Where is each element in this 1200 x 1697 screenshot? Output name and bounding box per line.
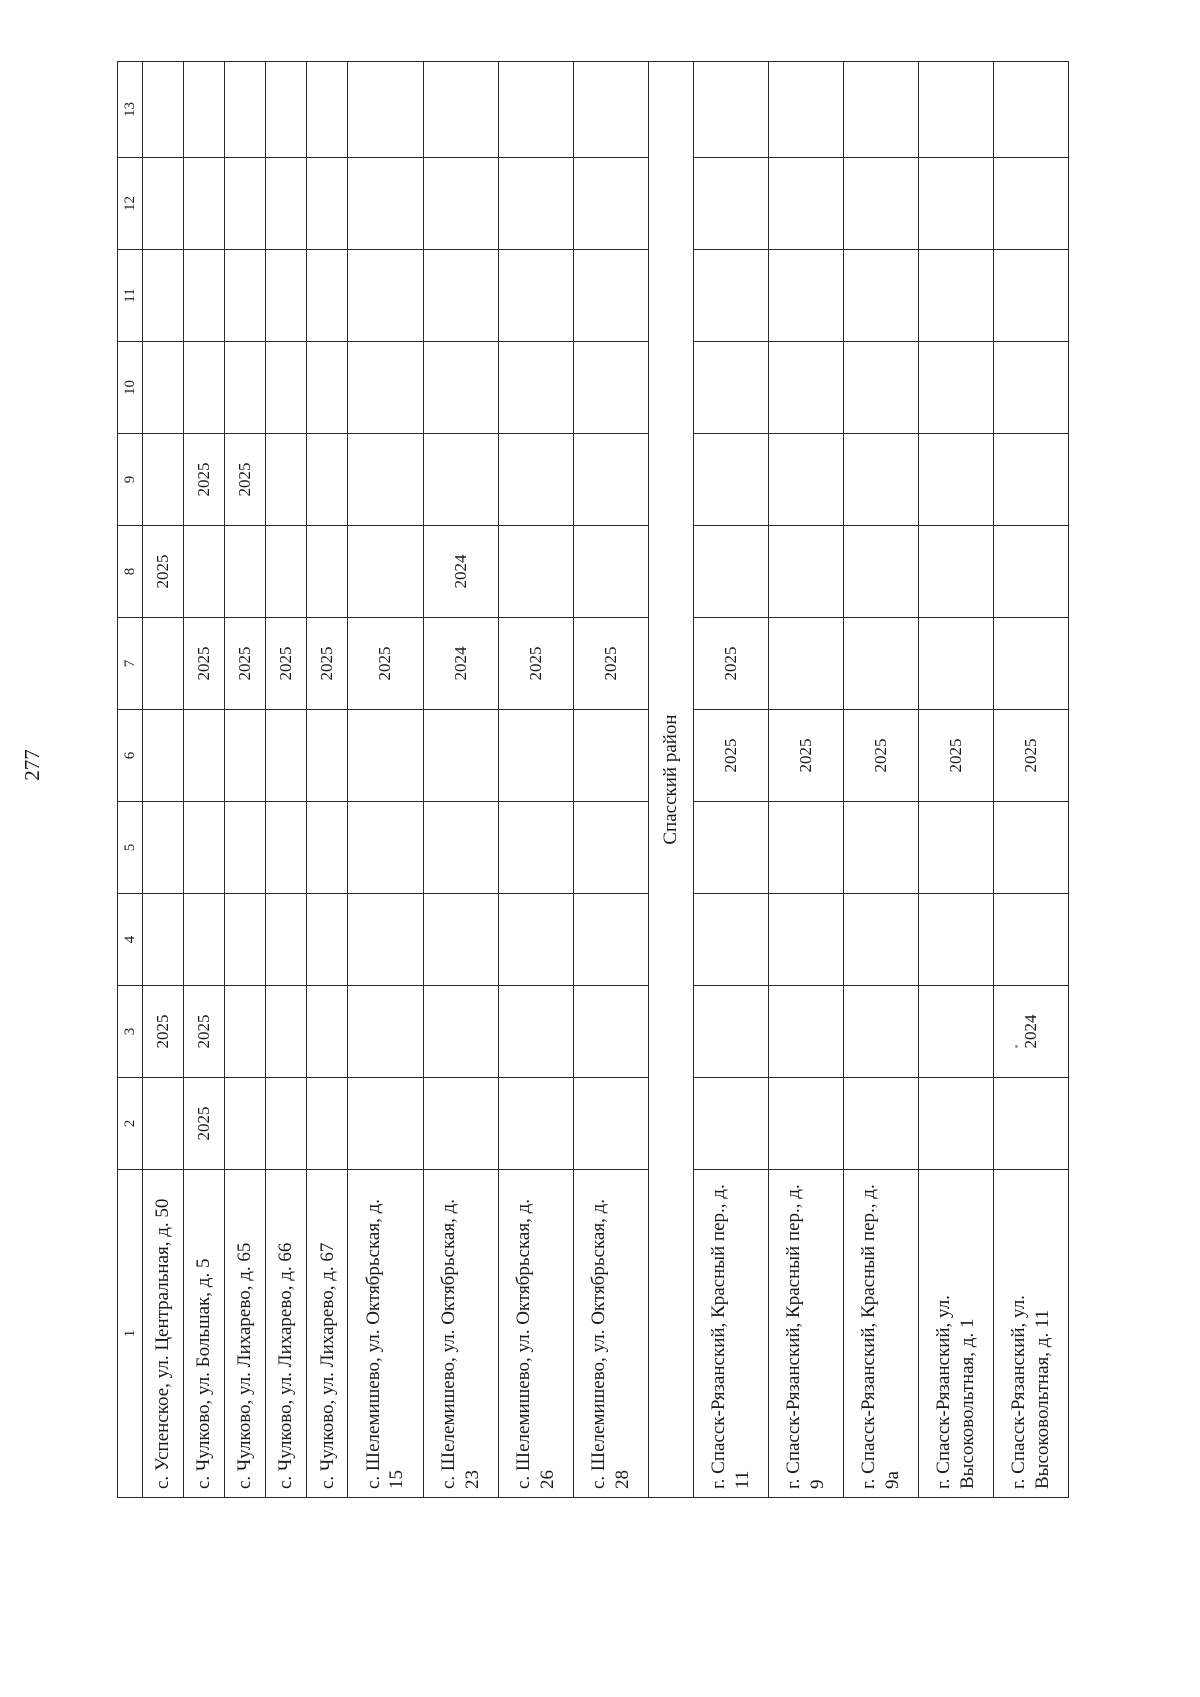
column-header-5: 5	[118, 802, 143, 894]
year-cell-col-7: 2025	[498, 618, 573, 710]
year-cell-col-9	[693, 434, 768, 526]
column-header-12: 12	[118, 158, 143, 250]
district-row	[648, 62, 693, 1498]
year-cell-col-5	[184, 802, 225, 894]
year-cell-col-5	[423, 802, 498, 894]
year-cell-col-13	[143, 62, 184, 158]
year-cell-col-3: 2024	[993, 986, 1068, 1078]
year-cell-col-8	[184, 526, 225, 618]
year-cell-col-11	[143, 250, 184, 342]
column-header-2: 2	[118, 1078, 143, 1170]
year-cell-col-10	[768, 342, 843, 434]
year-cell-col-5	[918, 802, 993, 894]
year-cell-col-4	[143, 894, 184, 986]
year-cell-col-5	[143, 802, 184, 894]
year-cell-col-12	[266, 158, 307, 250]
year-cell-col-7	[993, 618, 1068, 710]
year-cell-col-11	[843, 250, 918, 342]
year-cell-col-10	[184, 342, 225, 434]
year-cell-col-12	[143, 158, 184, 250]
year-cell-col-3	[498, 986, 573, 1078]
year-cell-col-4	[768, 894, 843, 986]
year-cell-col-7: 2025	[693, 618, 768, 710]
column-header-10: 10	[118, 342, 143, 434]
table-row	[993, 62, 1068, 1498]
year-cell-col-8	[918, 526, 993, 618]
rotated-table-area	[117, 62, 1069, 1498]
year-cell-col-3	[423, 986, 498, 1078]
year-cell-col-4	[266, 894, 307, 986]
year-cell-col-10	[498, 342, 573, 434]
year-cell-col-9: 2025	[225, 434, 266, 526]
year-cell-col-3	[843, 986, 918, 1078]
table-row	[266, 62, 307, 1498]
year-cell-col-11	[498, 250, 573, 342]
year-cell-col-10	[843, 342, 918, 434]
year-cell-col-3	[693, 986, 768, 1078]
year-cell-col-10	[573, 342, 648, 434]
year-cell-col-6	[307, 710, 348, 802]
address-cell: г. Спасск-Рязанский, ул. Высоковольтная, д. 1	[918, 1170, 993, 1498]
year-cell-col-10	[307, 342, 348, 434]
year-cell-col-9	[307, 434, 348, 526]
table-row	[423, 62, 498, 1498]
column-header-1: 1	[118, 1170, 143, 1498]
address-cell: с. Чулково, ул. Лихарево, д. 65	[225, 1170, 266, 1498]
year-cell-col-10	[693, 342, 768, 434]
address-cell: г. Спасск-Рязанский, ул. Высоковольтная, д. 11	[993, 1170, 1068, 1498]
year-cell-col-6: 2025	[693, 710, 768, 802]
year-cell-col-2	[573, 1078, 648, 1170]
table-row	[225, 62, 266, 1498]
district-title: Спасский район	[648, 62, 693, 1498]
year-cell-col-2: 2025	[184, 1078, 225, 1170]
year-cell-col-2	[993, 1078, 1068, 1170]
year-cell-col-3	[225, 986, 266, 1078]
table-row	[348, 62, 423, 1498]
year-cell-col-8	[348, 526, 423, 618]
year-cell-col-8	[843, 526, 918, 618]
year-cell-col-10	[918, 342, 993, 434]
year-cell-col-9	[918, 434, 993, 526]
year-cell-col-13	[225, 62, 266, 158]
table-row	[184, 62, 225, 1498]
year-cell-col-8: 2025	[143, 526, 184, 618]
year-cell-col-4	[693, 894, 768, 986]
year-cell-col-7	[918, 618, 993, 710]
year-cell-col-13	[768, 62, 843, 158]
year-cell-col-12	[184, 158, 225, 250]
year-cell-col-8	[768, 526, 843, 618]
year-cell-col-4	[918, 894, 993, 986]
year-cell-col-6: 2025	[993, 710, 1068, 802]
year-cell-col-11	[573, 250, 648, 342]
column-header-8: 8	[118, 526, 143, 618]
year-cell-col-12	[423, 158, 498, 250]
year-cell-col-7: 2024	[423, 618, 498, 710]
year-cell-col-11	[184, 250, 225, 342]
year-cell-col-13	[423, 62, 498, 158]
year-cell-col-4	[423, 894, 498, 986]
year-cell-col-5	[693, 802, 768, 894]
address-cell: г. Спасск-Рязанский, Красный пер., д. 11	[693, 1170, 768, 1498]
column-header-6: 6	[118, 710, 143, 802]
year-cell-col-2	[225, 1078, 266, 1170]
address-cell: с. Шелемишево, ул. Октябрьская, д. 28	[573, 1170, 648, 1498]
year-cell-col-11	[693, 250, 768, 342]
address-cell: с. Шелемишево, ул. Октябрьская, д. 15	[348, 1170, 423, 1498]
table-row	[843, 62, 918, 1498]
year-cell-col-7: 2025	[266, 618, 307, 710]
year-cell-col-13	[693, 62, 768, 158]
year-cell-col-6: 2025	[768, 710, 843, 802]
column-header-13: 13	[118, 62, 143, 158]
year-cell-col-9: 2025	[184, 434, 225, 526]
year-cell-col-10	[143, 342, 184, 434]
year-cell-col-12	[225, 158, 266, 250]
table-wrapper	[117, 62, 1069, 1498]
table-row	[307, 62, 348, 1498]
year-cell-col-11	[993, 250, 1068, 342]
year-cell-col-5	[768, 802, 843, 894]
year-cell-col-10	[225, 342, 266, 434]
year-cell-col-13	[307, 62, 348, 158]
year-cell-col-10	[423, 342, 498, 434]
year-cell-col-13	[993, 62, 1068, 158]
year-cell-col-9	[266, 434, 307, 526]
year-cell-col-5	[307, 802, 348, 894]
page-number: 277	[20, 749, 44, 781]
year-cell-col-6	[266, 710, 307, 802]
year-cell-col-8	[573, 526, 648, 618]
year-cell-col-12	[307, 158, 348, 250]
year-cell-col-11	[768, 250, 843, 342]
year-cell-col-2	[348, 1078, 423, 1170]
year-cell-col-3	[307, 986, 348, 1078]
year-cell-col-2	[498, 1078, 573, 1170]
year-cell-col-12	[693, 158, 768, 250]
year-cell-col-9	[423, 434, 498, 526]
year-cell-col-8: 2024	[423, 526, 498, 618]
year-cell-col-4	[498, 894, 573, 986]
repair-schedule-table	[117, 61, 1069, 1498]
table-body	[143, 62, 1069, 1498]
year-cell-col-7: 2025	[348, 618, 423, 710]
table-row	[693, 62, 768, 1498]
year-cell-col-10	[266, 342, 307, 434]
year-cell-col-13	[843, 62, 918, 158]
year-cell-col-7: 2025	[307, 618, 348, 710]
year-cell-col-8	[266, 526, 307, 618]
year-cell-col-4	[993, 894, 1068, 986]
year-cell-col-12	[843, 158, 918, 250]
column-number-header-row	[118, 62, 143, 1498]
column-header-9: 9	[118, 434, 143, 526]
year-cell-col-3: 2025	[143, 986, 184, 1078]
year-cell-col-2	[143, 1078, 184, 1170]
year-cell-col-7: 2025	[573, 618, 648, 710]
year-cell-col-4	[225, 894, 266, 986]
year-cell-col-3	[266, 986, 307, 1078]
address-cell: с. Чулково, ул. Большак, д. 5	[184, 1170, 225, 1498]
year-cell-col-8	[498, 526, 573, 618]
scan-speck	[1015, 1045, 1018, 1048]
table-row	[573, 62, 648, 1498]
year-cell-col-2	[693, 1078, 768, 1170]
year-cell-col-11	[225, 250, 266, 342]
year-cell-col-4	[348, 894, 423, 986]
year-cell-col-13	[184, 62, 225, 158]
column-header-7: 7	[118, 618, 143, 710]
year-cell-col-6	[423, 710, 498, 802]
address-cell: с. Успенское, ул. Центральная, д. 50	[143, 1170, 184, 1498]
year-cell-col-4	[573, 894, 648, 986]
address-cell: г. Спасск-Рязанский, Красный пер., д. 9	[768, 1170, 843, 1498]
year-cell-col-12	[573, 158, 648, 250]
year-cell-col-3	[918, 986, 993, 1078]
address-cell: с. Шелемишево, ул. Октябрьская, д. 26	[498, 1170, 573, 1498]
year-cell-col-9	[498, 434, 573, 526]
year-cell-col-6: 2025	[918, 710, 993, 802]
table-row	[498, 62, 573, 1498]
year-cell-col-5	[225, 802, 266, 894]
year-cell-col-5	[573, 802, 648, 894]
column-header-11: 11	[118, 250, 143, 342]
year-cell-col-11	[307, 250, 348, 342]
column-header-4: 4	[118, 894, 143, 986]
year-cell-col-7	[143, 618, 184, 710]
year-cell-col-7	[768, 618, 843, 710]
year-cell-col-9	[143, 434, 184, 526]
year-cell-col-5	[843, 802, 918, 894]
address-cell: с. Чулково, ул. Лихарево, д. 67	[307, 1170, 348, 1498]
year-cell-col-9	[843, 434, 918, 526]
table-row	[143, 62, 184, 1498]
year-cell-col-9	[348, 434, 423, 526]
year-cell-col-3	[768, 986, 843, 1078]
year-cell-col-12	[768, 158, 843, 250]
year-cell-col-2	[843, 1078, 918, 1170]
year-cell-col-2	[918, 1078, 993, 1170]
year-cell-col-5	[498, 802, 573, 894]
address-cell: с. Чулково, ул. Лихарево, д. 66	[266, 1170, 307, 1498]
year-cell-col-7: 2025	[184, 618, 225, 710]
year-cell-col-13	[348, 62, 423, 158]
year-cell-col-2	[768, 1078, 843, 1170]
year-cell-col-6: 2025	[843, 710, 918, 802]
year-cell-col-9	[993, 434, 1068, 526]
year-cell-col-12	[498, 158, 573, 250]
year-cell-col-2	[307, 1078, 348, 1170]
table-row	[768, 62, 843, 1498]
year-cell-col-6	[573, 710, 648, 802]
year-cell-col-8	[693, 526, 768, 618]
year-cell-col-7: 2025	[225, 618, 266, 710]
year-cell-col-12	[918, 158, 993, 250]
year-cell-col-13	[918, 62, 993, 158]
year-cell-col-2	[266, 1078, 307, 1170]
year-cell-col-3	[348, 986, 423, 1078]
table-row	[918, 62, 993, 1498]
address-cell: с. Шелемишево, ул. Октябрьская, д. 23	[423, 1170, 498, 1498]
year-cell-col-13	[573, 62, 648, 158]
column-header-3: 3	[118, 986, 143, 1078]
year-cell-col-4	[184, 894, 225, 986]
year-cell-col-2	[423, 1078, 498, 1170]
year-cell-col-6	[348, 710, 423, 802]
year-cell-col-12	[348, 158, 423, 250]
year-cell-col-3: 2025	[184, 986, 225, 1078]
year-cell-col-3	[573, 986, 648, 1078]
year-cell-col-6	[143, 710, 184, 802]
year-cell-col-6	[498, 710, 573, 802]
year-cell-col-13	[266, 62, 307, 158]
year-cell-col-7	[843, 618, 918, 710]
year-cell-col-5	[993, 802, 1068, 894]
year-cell-col-12	[993, 158, 1068, 250]
year-cell-col-4	[843, 894, 918, 986]
year-cell-col-6	[225, 710, 266, 802]
year-cell-col-10	[993, 342, 1068, 434]
year-cell-col-8	[993, 526, 1068, 618]
year-cell-col-11	[423, 250, 498, 342]
year-cell-col-13	[498, 62, 573, 158]
year-cell-col-6	[184, 710, 225, 802]
year-cell-col-5	[348, 802, 423, 894]
year-cell-col-11	[266, 250, 307, 342]
year-cell-col-9	[573, 434, 648, 526]
year-cell-col-11	[348, 250, 423, 342]
year-cell-col-8	[307, 526, 348, 618]
year-cell-col-10	[348, 342, 423, 434]
year-cell-col-8	[225, 526, 266, 618]
address-cell: г. Спасск-Рязанский, Красный пер., д. 9а	[843, 1170, 918, 1498]
year-cell-col-4	[307, 894, 348, 986]
year-cell-col-11	[918, 250, 993, 342]
year-cell-col-5	[266, 802, 307, 894]
year-cell-col-9	[768, 434, 843, 526]
